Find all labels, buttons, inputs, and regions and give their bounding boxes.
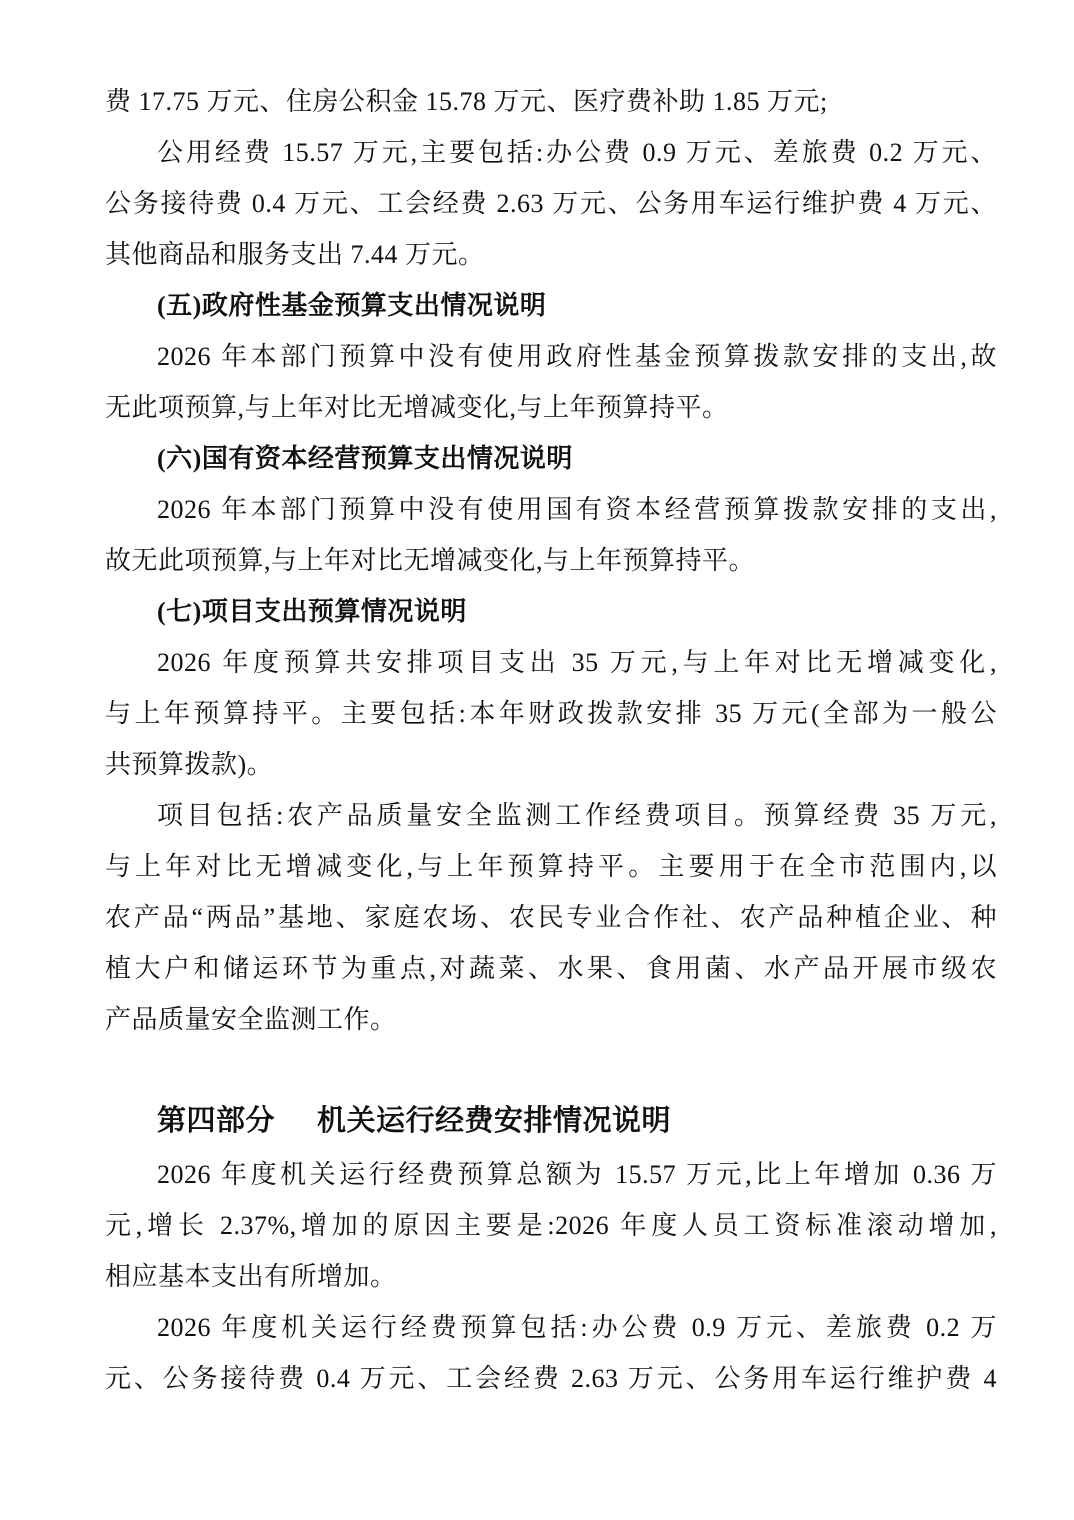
paragraph-line: 2026 年本部门预算中没有使用政府性基金预算拨款安排的支出,故	[157, 342, 997, 371]
paragraph-line: 故无此项预算,与上年对比无增减变化,与上年预算持平。	[105, 546, 756, 575]
paragraph-line: 2026 年度机关运行经费预算总额为 15.57 万元,比上年增加 0.36 万	[157, 1160, 997, 1189]
part-heading	[105, 1093, 997, 1149]
paragraph-line: 共预算拨款)。	[105, 750, 274, 779]
document-text-block	[105, 76, 997, 1404]
subsection-heading: (五)政府性基金预算支出情况说明	[157, 291, 547, 320]
paragraph-line: 公务接待费 0.4 万元、工会经费 2.63 万元、公务用车运行维护费 4 万元、	[105, 189, 997, 218]
paragraph-line: 与上年对比无增减变化,与上年预算持平。主要用于在全市范围内,以	[105, 852, 997, 881]
paragraph-line: 费 17.75 万元、住房公积金 15.78 万元、医疗费补助 1.85 万元;	[105, 87, 828, 116]
paragraph-line: 2026 年度机关运行经费预算包括:办公费 0.9 万元、差旅费 0.2 万	[157, 1313, 997, 1342]
paragraph-line: 2026 年本部门预算中没有使用国有资本经营预算拨款安排的支出,	[157, 495, 997, 524]
paragraph-line: 元,增长 2.37%,增加的原因主要是:2026 年度人员工资标准滚动增加,	[105, 1211, 997, 1240]
paragraph-line: 公用经费 15.57 万元,主要包括:办公费 0.9 万元、差旅费 0.2 万元、	[157, 138, 997, 167]
paragraph-line: 无此项预算,与上年对比无增减变化,与上年预算持平。	[105, 393, 729, 422]
paragraph-line: 2026 年度预算共安排项目支出 35 万元,与上年对比无增减变化,	[157, 648, 997, 677]
paragraph-line: 与上年预算持平。主要包括:本年财政拨款安排 35 万元(全部为一般公	[105, 699, 997, 728]
paragraph-line: 植大户和储运环节为重点,对蔬菜、水果、食用菌、水产品开展市级农	[105, 954, 997, 983]
part-heading-label: 第四部分	[157, 1105, 276, 1137]
paragraph-line: 项目包括:农产品质量安全监测工作经费项目。预算经费 35 万元,	[157, 801, 997, 830]
subsection-heading: (六)国有资本经营预算支出情况说明	[157, 444, 573, 473]
paragraph-line: 农产品“两品”基地、家庭农场、农民专业合作社、农产品种植企业、种	[105, 903, 997, 932]
part-heading-title: 机关运行经费安排情况说明	[317, 1105, 672, 1137]
paragraph-line: 其他商品和服务支出 7.44 万元。	[105, 240, 485, 269]
paragraph-line: 相应基本支出有所增加。	[105, 1262, 397, 1291]
subsection-heading: (七)项目支出预算情况说明	[157, 597, 467, 626]
paragraph-line: 产品质量安全监测工作。	[105, 1005, 397, 1034]
section-gap	[105, 1045, 997, 1093]
paragraph-line: 元、公务接待费 0.4 万元、工会经费 2.63 万元、公务用车运行维护费 4	[105, 1364, 997, 1393]
